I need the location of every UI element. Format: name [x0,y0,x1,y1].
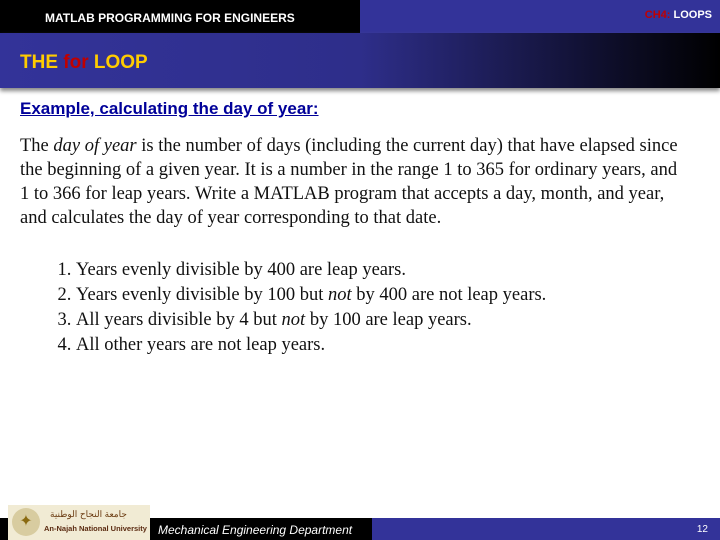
emphasis: day of year [53,136,137,156]
page-number: 12 [696,524,708,535]
leap-year-rules [48,258,546,358]
chapter-title: LOOPS [673,9,712,21]
chapter-header [360,0,720,33]
list-item: 1. Years evenly divisible by 400 are leap years. [76,258,546,283]
logo-arabic: جامعة النجاح الوطنية [50,509,127,519]
course-header [0,0,360,33]
slide-subtitle: Example, calculating the day of year: [20,99,319,118]
title-part: THE [20,52,64,73]
list-item: 2. Years evenly divisible by 100 but not by 400 are not leap years. [76,283,546,308]
title-keyword: for [63,52,89,73]
title-bar [0,33,720,88]
text: is the number of days (including the current day) that have elapsed since the beginning of a given year. It is a number in the range 1 to 365 for ordinary years, and 1 to 366 for leap years. Write a MATLAB program that accepts a day, month, and year, and calculates the day of year corresponding to that date. [20,136,678,228]
slide-title [20,52,148,74]
text: The [20,136,54,156]
list-item: 4. All other years are not leap years. [76,333,546,358]
problem-paragraph [20,134,680,230]
list-item: 3. All years divisible by 4 but not by 100 are leap years. [76,308,546,333]
logo-english: An-Najah National University [44,524,147,533]
chapter-prefix: CH4: [644,9,671,21]
title-part: LOOP [88,52,148,73]
department-name: Mechanical Engineering Department [158,523,353,537]
eagle-seal-icon: ✦ [12,508,40,536]
course-title: MATLAB PROGRAMMING FOR ENGINEERS [45,11,295,25]
university-logo [8,505,150,540]
